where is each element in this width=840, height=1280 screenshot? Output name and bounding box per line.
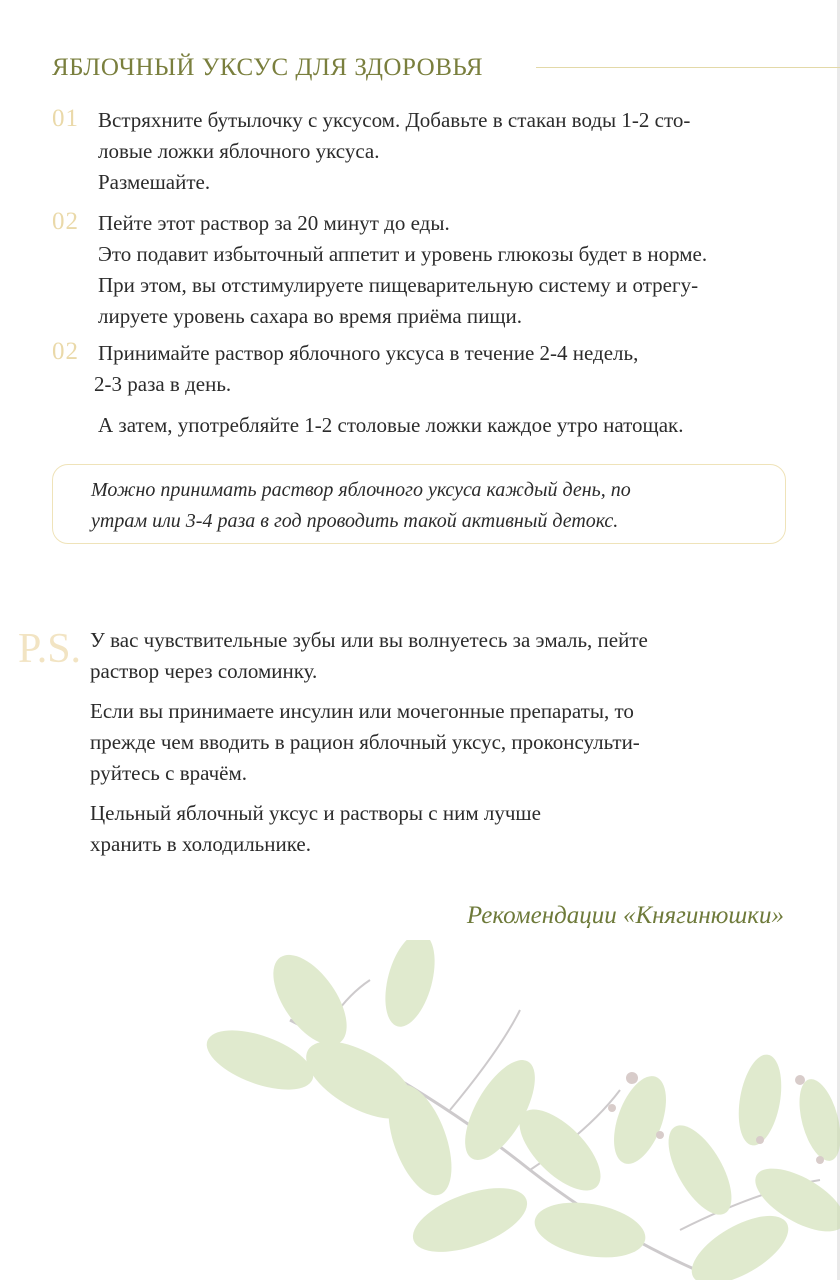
- step-line: Принимайте раствор яблочного уксуса в течение 2-4 недель,: [98, 341, 639, 365]
- ps-line: руйтесь с врачём.: [90, 761, 248, 785]
- step-line: Размешайте.: [98, 170, 211, 194]
- ps-line: Если вы принимаете инсулин или мочегонные препараты, то: [90, 699, 634, 723]
- step-1: [52, 105, 690, 198]
- title-divider: [536, 67, 840, 68]
- ps-line: У вас чувствительные зубы или вы волнуетесь за эмаль, пейте: [90, 628, 648, 652]
- step-text: [98, 208, 707, 332]
- ps-body: [90, 625, 790, 869]
- ps-paragraph: [90, 696, 790, 789]
- step-line: 2-3 раза в день.: [94, 372, 232, 396]
- ps-line: хранить в холодильнике.: [90, 832, 311, 856]
- step-number: 01: [52, 105, 79, 132]
- step-text: [94, 338, 639, 400]
- step-line: При этом, вы отстимулируете пищеварительную систему и отрегу-: [98, 273, 699, 297]
- step-line: ловые ложки яблочного уксуса.: [98, 139, 380, 163]
- note-line: утрам или 3-4 раза в год проводить такой активный детокс.: [91, 510, 619, 532]
- note-box: [52, 464, 786, 544]
- step-line: Встряхните бутылочку с уксусом. Добавьте в стакан воды 1-2 сто-: [98, 108, 691, 132]
- step-3-extra: А затем, употребляйте 1-2 столовые ложки каждое утро натощак.: [98, 413, 684, 437]
- step-line: Это подавит избыточный аппетит и уровень глюкозы будет в норме.: [98, 242, 708, 266]
- step-line: лируете уровень сахара во время приёма пищи.: [98, 304, 523, 328]
- ps-line: раствор через соломинку.: [90, 659, 318, 683]
- ps-line: Цельный яблочный уксус и растворы с ним лучше: [90, 801, 541, 825]
- step-text: [98, 105, 690, 198]
- step-number: 02: [52, 338, 79, 365]
- step-2: [52, 208, 707, 332]
- ps-label: P.S.: [18, 626, 82, 672]
- ps-paragraph: [90, 625, 790, 687]
- ps-line: прежде чем вводить в рацион яблочный уксус, проконсульти-: [90, 730, 640, 754]
- page-title: ЯБЛОЧНЫЙ УКСУС ДЛЯ ЗДОРОВЬЯ: [52, 54, 484, 81]
- ps-paragraph: [90, 798, 790, 860]
- signature: Рекомендации «Княгинюшки»: [466, 902, 784, 929]
- step-number: 02: [52, 208, 79, 235]
- header: [52, 50, 840, 90]
- note-text: [91, 475, 751, 537]
- step-line: Пейте этот раствор за 20 минут до еды.: [98, 211, 450, 235]
- note-line: Можно принимать раствор яблочного уксуса каждый день, по: [91, 479, 631, 501]
- leaf-branch-illustration-icon: [200, 940, 840, 1280]
- step-3: [52, 338, 638, 400]
